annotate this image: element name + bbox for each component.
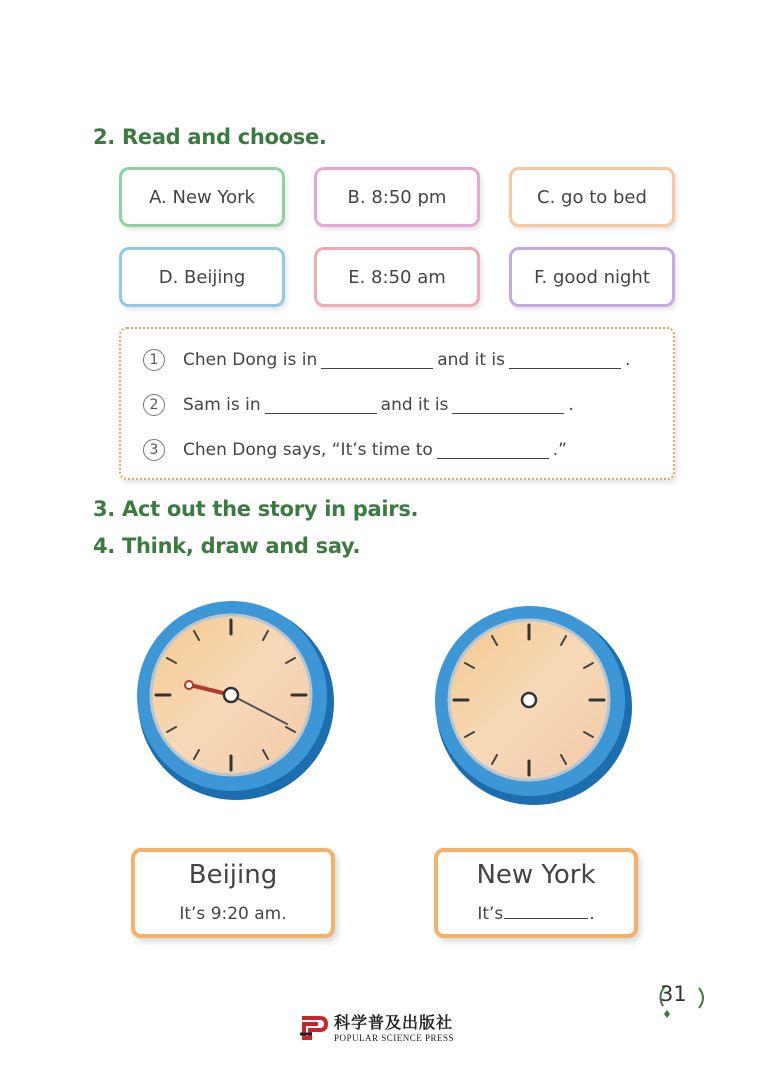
sentence-text: Chen Dong is in bbox=[183, 350, 318, 370]
city-time-line bbox=[438, 904, 634, 924]
section-4-heading: 4. Think, draw and say. bbox=[93, 534, 361, 558]
number-badge: 1 bbox=[143, 349, 165, 371]
time-suffix: . bbox=[589, 904, 595, 924]
sentence-text: . bbox=[625, 350, 631, 370]
beijing-card bbox=[131, 848, 335, 938]
publisher-logo bbox=[298, 1010, 454, 1043]
sentence-text: . bbox=[568, 395, 574, 415]
publisher-name-en: POPULAR SCIENCE PRESS bbox=[334, 1033, 455, 1043]
publisher-name-cn: 科学普及出版社 bbox=[334, 1013, 454, 1032]
section-3-heading: 3. Act out the story in pairs. bbox=[93, 497, 419, 521]
new-york-clock bbox=[430, 603, 640, 813]
time-prefix: It’s bbox=[477, 904, 504, 924]
answer-blank[interactable] bbox=[452, 397, 564, 414]
number-badge: 2 bbox=[143, 394, 165, 416]
publisher-logo-icon bbox=[298, 1012, 328, 1042]
section-2-heading: 2. Read and choose. bbox=[93, 125, 327, 149]
number-badge: 3 bbox=[143, 439, 165, 461]
sentence-text: .” bbox=[552, 440, 567, 460]
beijing-clock bbox=[132, 598, 342, 808]
sentence-1 bbox=[143, 349, 630, 371]
city-time: It’s 9:20 am. bbox=[179, 904, 287, 924]
sentences-box bbox=[119, 327, 675, 480]
option-e[interactable]: E. 8:50 am bbox=[314, 247, 480, 307]
sentence-text: and it is bbox=[380, 395, 449, 415]
option-c[interactable]: C. go to bed bbox=[509, 167, 675, 227]
option-a[interactable]: A. New York bbox=[119, 167, 285, 227]
answer-blank[interactable] bbox=[321, 352, 433, 369]
option-f[interactable]: F. good night bbox=[509, 247, 675, 307]
option-b[interactable]: B. 8:50 pm bbox=[314, 167, 480, 227]
city-name: Beijing bbox=[188, 860, 278, 890]
page-number: 31 bbox=[660, 982, 687, 1006]
option-d[interactable]: D. Beijing bbox=[119, 247, 285, 307]
new-york-card bbox=[434, 848, 638, 938]
sentence-text: Sam is in bbox=[183, 395, 261, 415]
time-answer-blank[interactable] bbox=[504, 904, 588, 919]
sentence-text: Chen Dong says, “It’s time to bbox=[183, 440, 433, 460]
sentence-3 bbox=[143, 439, 567, 461]
sentence-text: and it is bbox=[437, 350, 505, 370]
city-name: New York bbox=[476, 860, 596, 890]
answer-blank[interactable] bbox=[509, 352, 621, 369]
answer-blank[interactable] bbox=[265, 397, 377, 414]
answer-blank[interactable] bbox=[437, 442, 549, 459]
sentence-2 bbox=[143, 394, 574, 416]
